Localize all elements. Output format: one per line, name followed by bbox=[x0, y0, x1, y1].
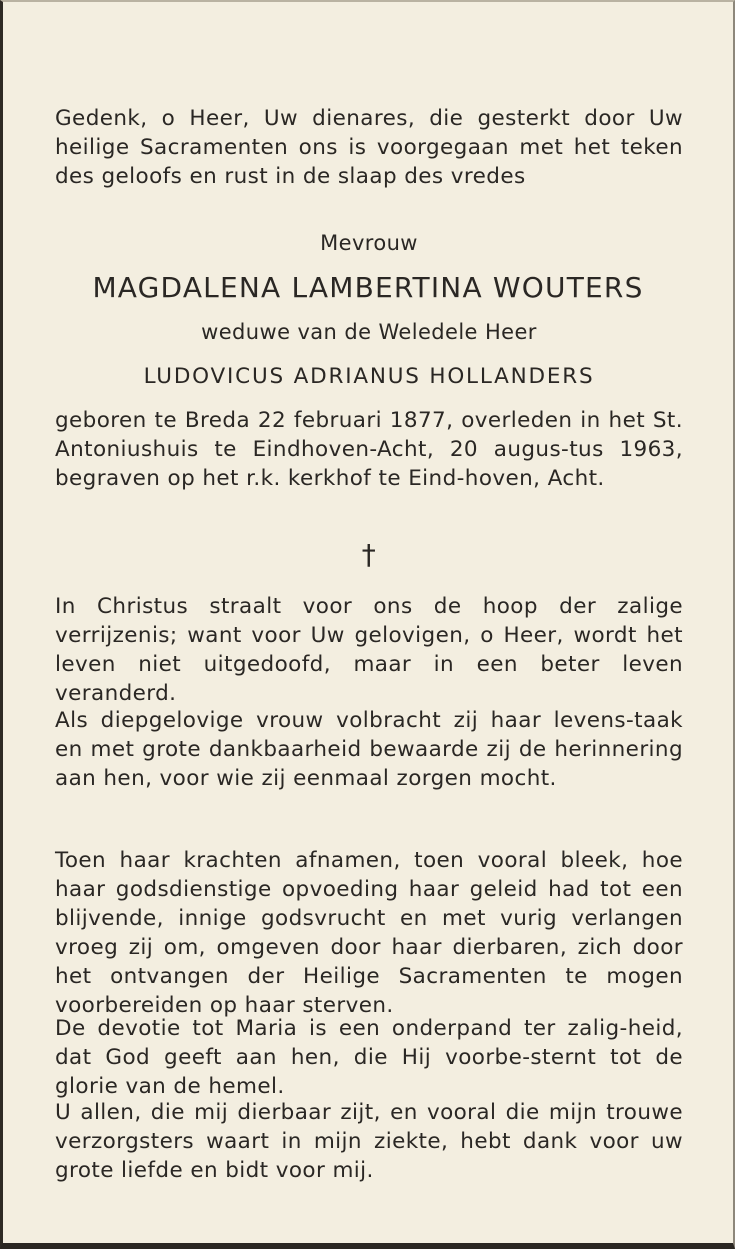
paragraph-christus: In Christus straalt voor ons de hoop der zalige verrijzenis; want voor Uw gelovigen, o Heer, wordt het leven niet uitgedoofd, maar in een beter leven veranderd. bbox=[55, 594, 683, 706]
paragraph-diepgelovige: Als diepgelovige vrouw volbracht zij haar levens-taak en met grote dankbaarheid bewaarde zij de herinnering aan hen, voor wie zij eenmaal zorgen mocht. bbox=[55, 708, 683, 791]
honorific-title: Mevrouw bbox=[320, 231, 418, 255]
birth-death-details: geboren te Breda 22 februari 1877, overleden in het St. Antoniushuis te Eindhoven-Acht, 20 augus-tus 1963, begraven op het r.k. kerkhof te Eind-hoven, Acht. bbox=[55, 408, 683, 491]
husband-name: LUDOVICUS ADRIANUS HOLLANDERS bbox=[143, 364, 595, 389]
paragraph-devotie: De devotie tot Maria is een onderpand ter zalig-heid, dat God geeft aan hen, die Hij voorbe-sternt tot de glorie van de hemel. bbox=[55, 1016, 683, 1099]
cross-icon: † bbox=[361, 538, 377, 571]
paragraph-krachten: Toen haar krachten afnamen, toen vooral bleek, hoe haar godsdienstige opvoeding haar geleid had tot een blijvende, innige godsvrucht en met vurig verlangen vroeg zij om, omgeven door haar dierbaren, zich door het ontvangen der Heilige Sacramenten te mogen voorbereiden op haar sterven. bbox=[55, 848, 683, 1018]
deceased-name: MAGDALENA LAMBERTINA WOUTERS bbox=[92, 271, 644, 304]
paragraph-dank: U allen, die mij dierbaar zijt, en vooral die mijn trouwe verzorgsters waart in mijn ziekte, hebt dank voor uw grote liefde en bidt voor mij. bbox=[55, 1100, 683, 1183]
opening-prayer: Gedenk, o Heer, Uw dienares, die gesterkt door Uw heilige Sacramenten ons is voorgegaan met het teken des geloofs en rust in de slaap des vredes bbox=[55, 106, 683, 189]
widow-of-line: weduwe van de Weledele Heer bbox=[201, 320, 537, 344]
